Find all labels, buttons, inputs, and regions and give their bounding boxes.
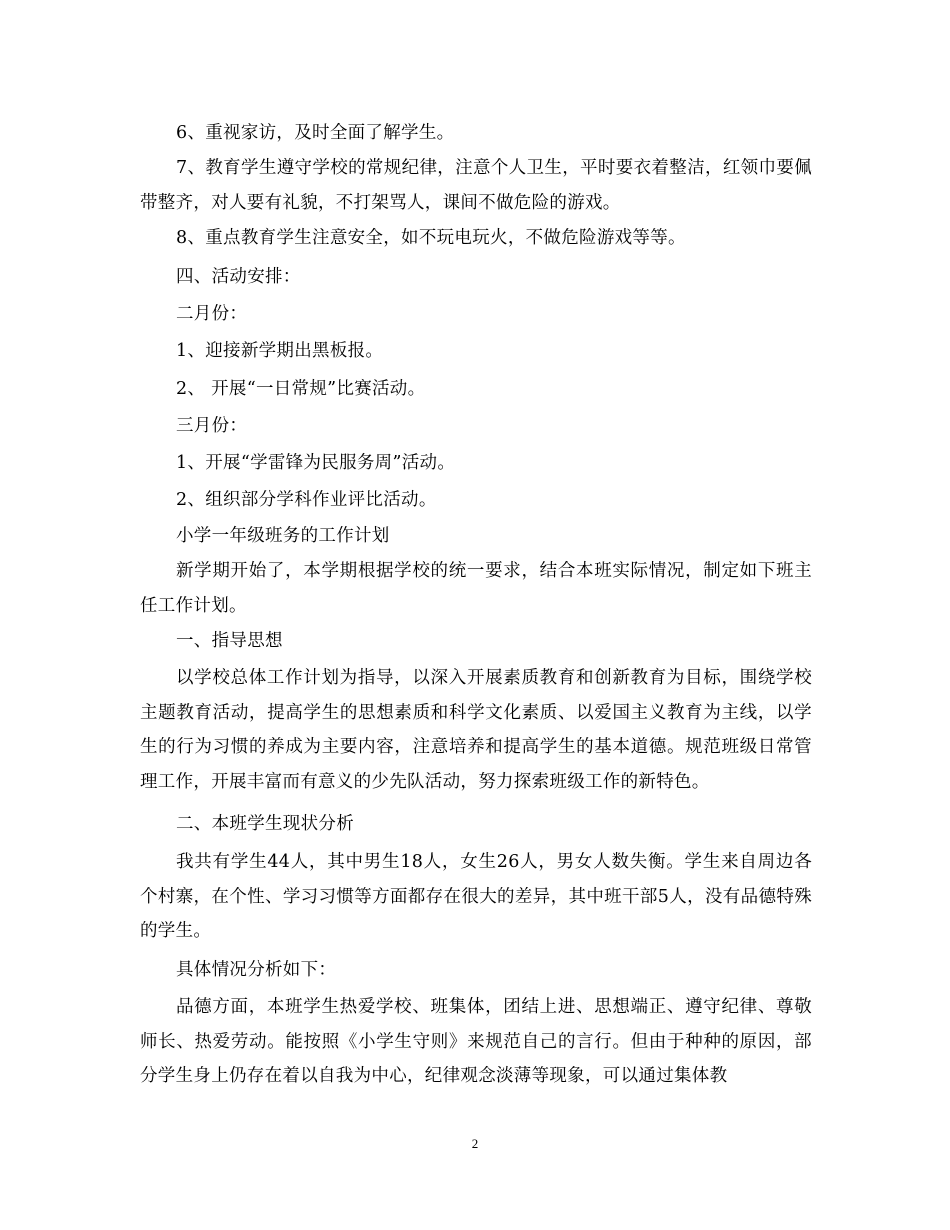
paragraph-item-8: 8、重点教育学生注意安全，如不玩电玩火，不做危险游戏等等。 — [176, 228, 686, 248]
paragraph-item-6: 6、重视家访，及时全面了解学生。 — [176, 123, 455, 143]
section-heading-activity-arrangement: 四、活动安排： — [176, 267, 301, 287]
february-item-1: 1、迎接新学期出黑板报。 — [176, 341, 384, 361]
moral-analysis-paragraph: 品德方面，本班学生热爱学校、班集体，团结上进、思想端正、遵守纪律、尊敬师长、热爱劳动。能按照《小学生守则》来规范自己的言行。但由于种种的原因，部分学生身上仍存在着以自我为中心，纪律观念淡薄等现象，可以通过集体教 — [140, 997, 812, 1086]
paragraph-item-7: 7、教育学生遵守学校的常规纪律，注意个人卫生，平时要衣着整洁，红领巾要佩带整齐，对人要有礼貌，不打架骂人，课间不做危险的游戏。 — [140, 158, 812, 213]
guiding-ideology-paragraph: 以学校总体工作计划为指导，以深入开展素质教育和创新教育为目标，围绕学校主题教育活动，提高学生的思想素质和科学文化素质、以爱国主义教育为主线，以学生的行为习惯的养成为主要内容，注意培养和提高学生的基本道德。规范班级日常管理工作，开展丰富而有意义的少先队活动，努力探索班级工作的新特色。 — [140, 668, 812, 792]
page-number: 2 — [471, 1136, 479, 1151]
intro-paragraph: 新学期开始了，本学期根据学校的统一要求，结合本班实际情况，制定如下班主任工作计划。 — [140, 561, 812, 616]
march-item-1: 1、开展“学雷锋为民服务周”活动。 — [176, 453, 456, 473]
class-status-paragraph: 我共有学生44人，其中男生18人，女生26人，男女人数失衡。学生来自周边各个村寨，在个性、学习习惯等方面都存在很大的差异，其中班干部5人，没有品德特殊的学生。 — [140, 852, 812, 941]
march-item-2: 2、组织部分学科作业评比活动。 — [176, 490, 437, 510]
plan-title: 小学一年级班务的工作计划 — [176, 526, 390, 546]
february-item-2: 2、 开展“一日常规”比赛活动。 — [176, 379, 426, 399]
section-heading-class-status: 二、本班学生现状分析 — [176, 814, 354, 834]
month-heading-march: 三月份： — [176, 416, 248, 436]
section-heading-guiding-ideology: 一、指导思想 — [176, 631, 283, 651]
month-heading-february: 二月份： — [176, 304, 248, 324]
analysis-intro: 具体情况分析如下： — [176, 960, 337, 980]
